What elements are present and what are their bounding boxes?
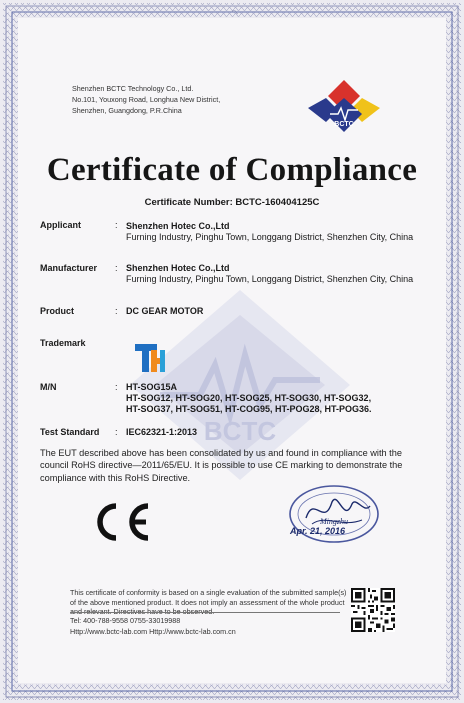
ce-mark bbox=[88, 500, 154, 544]
model-line-1: HT-SOG15A bbox=[126, 382, 178, 392]
certificate-title: Certificate of Compliance bbox=[46, 152, 418, 188]
contact-phone: Tel: 400-788-9558 0755-33019988 bbox=[70, 616, 181, 625]
issuer-address-2: Shenzhen, Guangdong, P.R.China bbox=[72, 106, 182, 115]
manufacturer-value bbox=[126, 263, 413, 285]
footer-divider bbox=[70, 612, 340, 613]
manufacturer-label: Manufacturer bbox=[40, 263, 98, 273]
trademark-label: Trademark bbox=[40, 338, 86, 348]
applicant-address: Furning Industry, Pinghu Town, Longgang District, Shenzhen City, China bbox=[126, 232, 414, 242]
applicant-value bbox=[126, 221, 413, 243]
mn-colon: : bbox=[115, 382, 118, 392]
model-line-2: HT-SOG12, HT-SOG20, HT-SOG25, HT-SOG30, HT-SOG32, bbox=[126, 393, 372, 403]
logo-text: BCTC bbox=[334, 121, 354, 128]
signature-text: Mingzhu bbox=[320, 517, 348, 526]
applicant-name: Shenzhen Hotec Co.,Ltd bbox=[126, 221, 230, 231]
issuer-address-1: No.101, Youxong Road, Longhua New District, bbox=[72, 95, 221, 104]
test-standard-label: Test Standard bbox=[40, 427, 100, 437]
footer-disclaimer: This certificate of conformity is based on a single evaluation of the submitted sample(s) of the above mentioned product. It does not imply an assessment of the whole product and relevant. Directives have to be observed. bbox=[70, 588, 347, 617]
product-value: DC GEAR MOTOR bbox=[126, 306, 204, 316]
qr-code[interactable] bbox=[351, 588, 395, 632]
mn-label: M/N bbox=[40, 382, 57, 392]
footer-contact bbox=[70, 616, 236, 637]
manufacturer-name: Shenzhen Hotec Co.,Ltd bbox=[126, 263, 230, 273]
watermark-text: BCTC bbox=[203, 416, 277, 446]
model-line-3: HT-SOG37, HT-SOG51, HT-COG95, HT-POG28, HT-POG36. bbox=[126, 404, 372, 414]
model-numbers bbox=[126, 382, 372, 415]
signature-date: Apr. 21, 2016 bbox=[290, 526, 346, 536]
hotec-trademark-logo bbox=[133, 340, 167, 374]
certificate-number: Certificate Number: BCTC-160404125C bbox=[144, 197, 320, 208]
product-colon: : bbox=[115, 306, 118, 316]
issuer-name: Shenzhen BCTC Technology Co., Ltd. bbox=[72, 84, 194, 93]
issuer-block bbox=[72, 83, 220, 116]
product-label: Product bbox=[40, 306, 75, 316]
compliance-statement: The EUT described above has been consolidated by us and found in compliance with the council RoHS directive—2011/65/EU. It is possible to use CE marking to demonstrate the compliance with this RoHS Directive. bbox=[40, 448, 403, 483]
test-standard-value: IEC62321-1:2013 bbox=[126, 427, 198, 437]
manufacturer-address: Furning Industry, Pinghu Town, Longgang District, Shenzhen City, China bbox=[126, 274, 414, 284]
contact-website: Http://www.bctc-lab.com Http://www.bctc-lab.com.cn bbox=[70, 626, 236, 636]
bctc-logo bbox=[302, 78, 386, 136]
manufacturer-colon: : bbox=[115, 263, 118, 273]
applicant-colon: : bbox=[115, 220, 118, 230]
applicant-label: Applicant bbox=[40, 220, 82, 230]
test-standard-colon: : bbox=[115, 427, 118, 437]
